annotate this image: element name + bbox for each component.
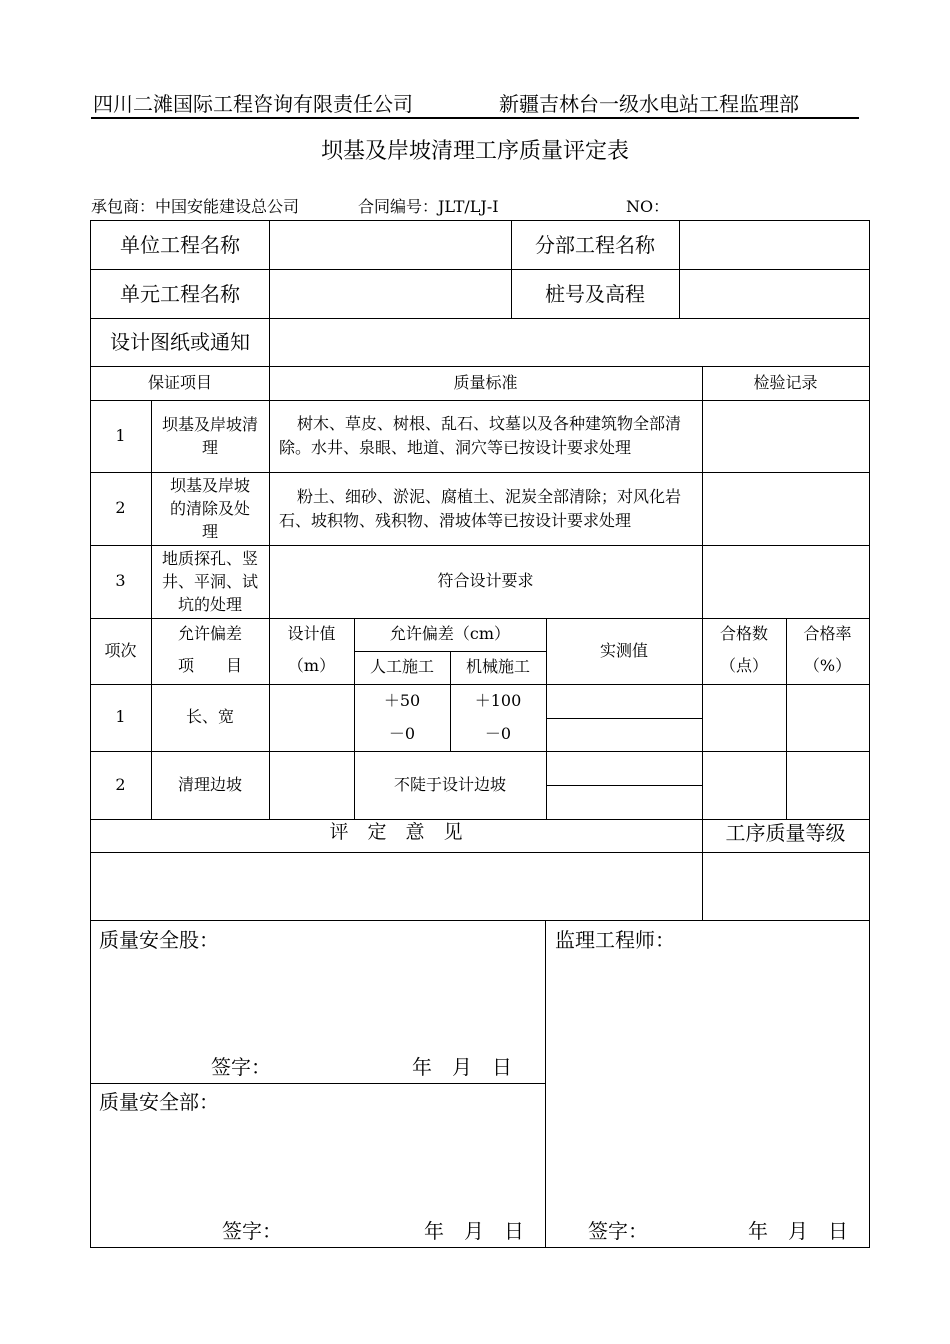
guarantee-row-item: 坝基及岸坡清理	[161, 414, 258, 457]
guarantee-row-item: 坝基及岸坡的清除及处理	[169, 475, 250, 542]
guarantee-item-header: 保证项目	[147, 372, 212, 392]
pass-count-header-line2: （点）	[719, 655, 768, 675]
supervisor-sign-label: 签字：	[588, 1219, 648, 1243]
tolerance-row-number: 1	[115, 707, 126, 727]
department-name: 新疆吉林台一级水电站工程监理部	[499, 92, 799, 116]
qa-dept-date: 年 月 日	[424, 1219, 524, 1243]
guarantee-row-number: 3	[115, 571, 126, 591]
pass-count-header-line1: 合格数	[719, 623, 768, 643]
pass-rate-header-line1: 合格率	[803, 623, 852, 643]
machine-plus-tolerance: ＋100	[474, 690, 522, 710]
contract-number: 合同编号：JLT/LJ-I	[358, 197, 499, 216]
unit-project-name-label: 单位工程名称	[120, 232, 240, 257]
tolerance-item-header-line1: 允许偏差	[177, 623, 242, 643]
company-name: 四川二滩国际工程咨询有限责任公司	[93, 92, 413, 116]
qa-section-label: 质量安全股：	[99, 928, 219, 952]
measured-value-header: 实测值	[599, 640, 648, 660]
guarantee-row-item: 地质探孔、竖井、平洞、试坑的处理	[161, 548, 258, 615]
manual-construction-header: 人工施工	[369, 657, 434, 677]
supervisor-label: 监理工程师：	[555, 928, 675, 952]
assessment-opinion-label: 评 定 意 见	[329, 821, 463, 844]
sub-project-name-label: 分部工程名称	[535, 232, 655, 257]
contractor-label: 承包商：中国安能建设总公司	[91, 197, 300, 216]
quality-standard-header: 质量标准	[453, 372, 518, 392]
machine-construction-header: 机械施工	[465, 657, 530, 677]
process-quality-grade-label: 工序质量等级	[725, 820, 846, 845]
guarantee-row-number: 2	[115, 498, 126, 518]
guarantee-row-standard: 符合设计要求	[437, 571, 534, 591]
design-value-header-line2: （m）	[287, 655, 336, 675]
machine-minus-tolerance: －0	[484, 723, 512, 743]
qa-dept-sign-label: 签字：	[222, 1219, 282, 1243]
slope-tolerance: 不陡于设计边坡	[393, 774, 506, 794]
supervisor-date: 年 月 日	[748, 1219, 848, 1243]
tolerance-item-header-line2: 项 目	[177, 655, 242, 675]
allowed-deviation-header: 允许偏差（cm）	[389, 624, 511, 644]
design-value-header-line1: 设计值	[287, 623, 336, 643]
qa-section-date: 年 月 日	[412, 1055, 512, 1079]
manual-minus-tolerance: －0	[388, 723, 416, 743]
qa-dept-label: 质量安全部：	[99, 1090, 219, 1114]
guarantee-row-standard: 粉土、细砂、淤泥、腐植土、泥炭全部清除；对风化岩石、坡积物、残积物、滑坡体等已按设计要求处理	[279, 486, 682, 530]
manual-plus-tolerance: ＋50	[383, 690, 421, 710]
pass-rate-header-line2: （%）	[803, 655, 852, 675]
header-rule	[91, 117, 859, 119]
element-project-name-label: 单元工程名称	[120, 281, 240, 306]
qa-section-sign-label: 签字：	[211, 1055, 271, 1079]
design-drawing-label: 设计图纸或通知	[110, 330, 250, 354]
item-number-header: 项次	[104, 640, 137, 660]
inspection-record-header: 检验记录	[753, 372, 818, 392]
station-elevation-label: 桩号及高程	[545, 281, 645, 306]
page-title: 坝基及岸坡清理工序质量评定表	[320, 139, 629, 164]
guarantee-row-number: 1	[115, 425, 126, 445]
guarantee-row-standard: 树木、草皮、树根、乱石、坟墓以及各种建筑物全部清除。水井、泉眼、地道、洞穴等已按设计要求处理	[279, 414, 682, 457]
tolerance-row-item: 清理边坡	[177, 774, 242, 794]
tolerance-row-item: 长、宽	[185, 707, 234, 727]
form-number-label: NO：	[626, 197, 670, 216]
tolerance-row-number: 2	[115, 774, 126, 794]
